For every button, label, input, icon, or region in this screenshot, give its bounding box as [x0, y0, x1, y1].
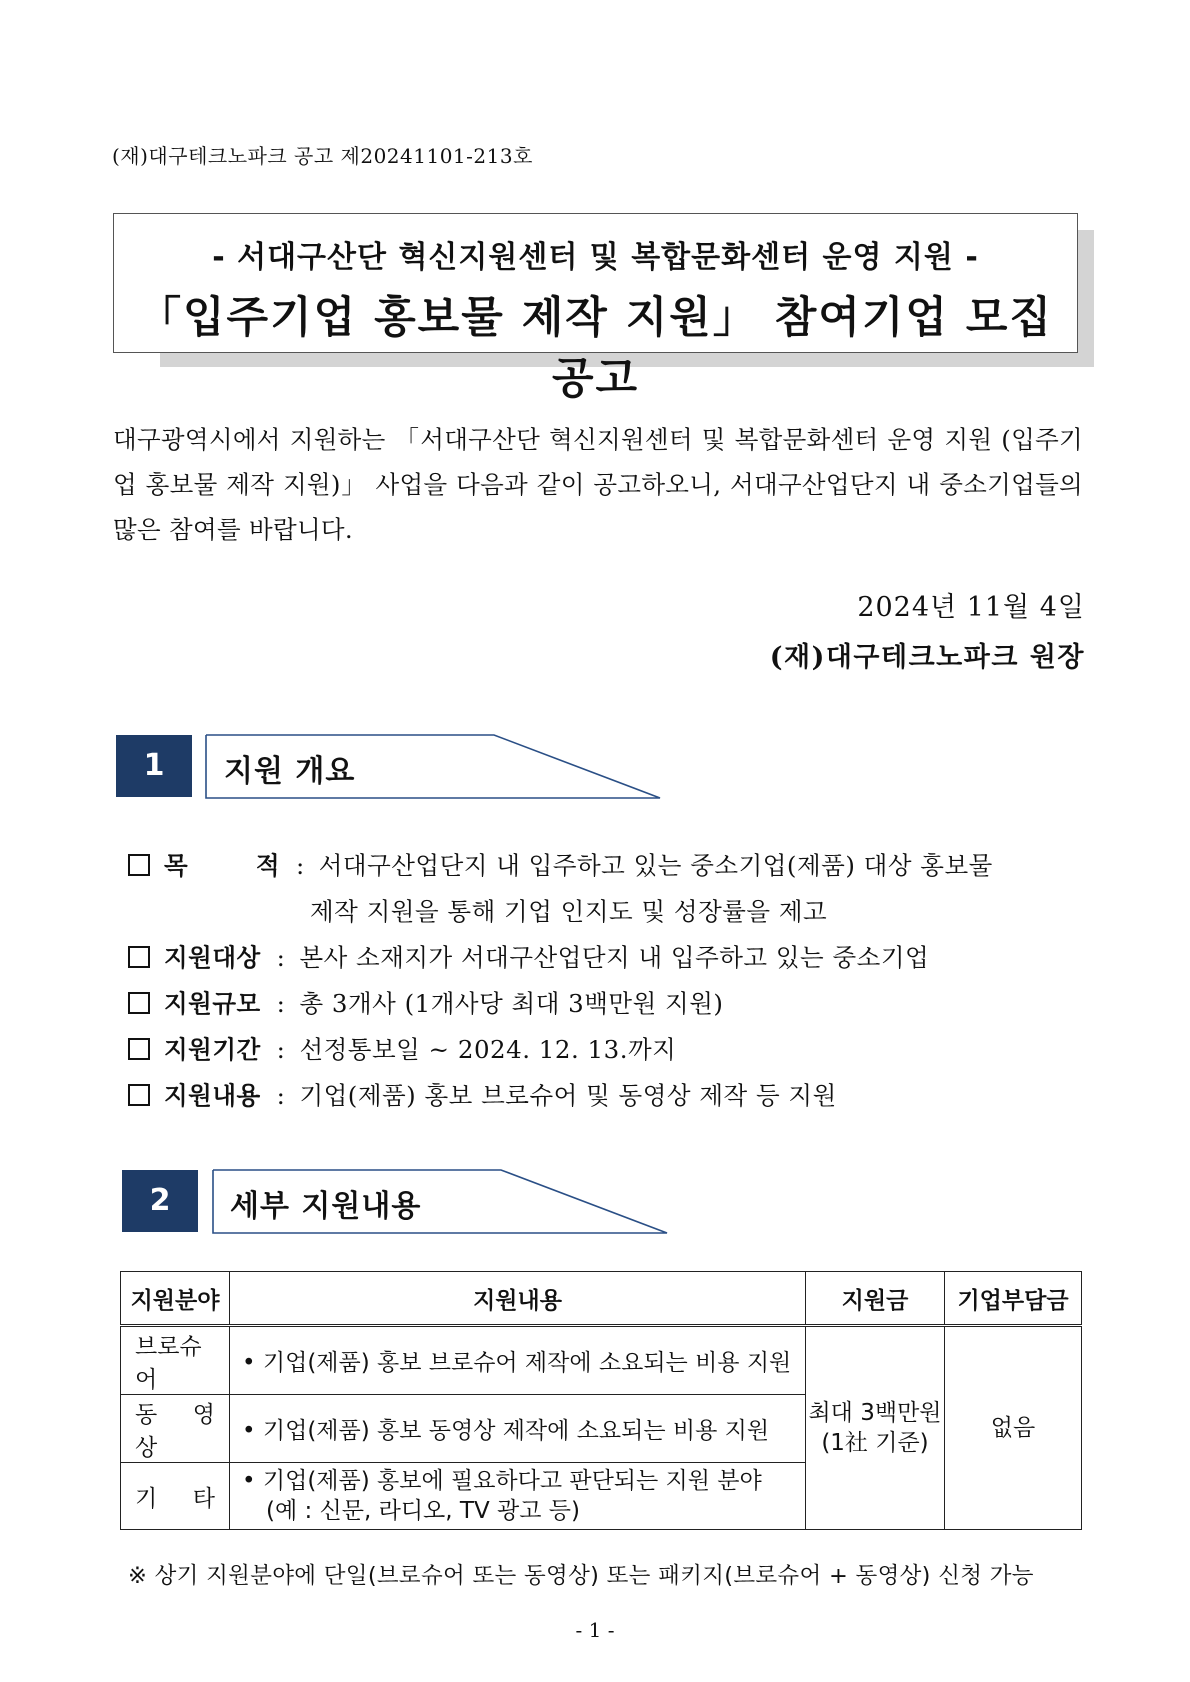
amount-cell	[806, 1326, 945, 1530]
title-box	[113, 213, 1078, 404]
page-number: - 1 -	[575, 1618, 615, 1642]
checkbox-icon	[128, 946, 150, 968]
title-main: 「입주기업 홍보물 제작 지원」 참여기업 모집 공고	[138, 293, 1053, 404]
row-content: • 기업(제품) 홍보 브로슈어 제작에 소요되는 비용 지원	[230, 1326, 806, 1395]
amount-line1: 최대 3백만원	[808, 1400, 942, 1426]
item-colon: :	[276, 943, 286, 972]
notice-date: 2024년 11월 4일	[857, 592, 1085, 623]
title-subtitle: - 서대구산단 혁신지원센터 및 복합문화센터 운영 지원 -	[212, 240, 979, 275]
row-category	[121, 1326, 230, 1395]
item-text: 기업(제품) 홍보 브로슈어 및 동영상 제작 등 지원	[299, 1081, 837, 1110]
row-category	[121, 1463, 230, 1530]
overview-item-scale	[128, 985, 723, 1020]
item-text: 서대구산업단지 내 입주하고 있는 중소기업(제품) 대상 홍보물	[318, 851, 993, 880]
item-text: 본사 소재지가 서대구산업단지 내 입주하고 있는 중소기업	[299, 943, 930, 972]
amount-line2: (1社 기준)	[821, 1430, 929, 1456]
item-text: 총 3개사 (1개사당 최대 3백만원 지원)	[299, 989, 724, 1018]
row-category-text: 동 영 상	[135, 1401, 215, 1461]
overview-item-purpose	[128, 847, 993, 882]
section-number-badge: 1	[116, 735, 192, 797]
burden-cell: 없음	[945, 1326, 1082, 1530]
item-colon: :	[276, 1035, 286, 1064]
header-content: 지원내용	[230, 1272, 806, 1326]
table-header-row	[121, 1272, 1082, 1326]
purpose-label-last: 적	[255, 851, 280, 880]
section-number-badge: 2	[122, 1170, 198, 1232]
row-category-text: 기 타	[135, 1485, 215, 1512]
section-title: 지원 개요	[224, 754, 356, 789]
item-label: 지원대상	[164, 943, 261, 972]
overview-item-target	[128, 939, 929, 974]
item-label: 지원기간	[164, 1035, 261, 1064]
row-content-sub: (예 : 신문, 라디오, TV 광고 등)	[266, 1498, 580, 1524]
row-content-main: • 기업(제품) 홍보에 필요하다고 판단되는 지원 분야	[242, 1468, 762, 1494]
header-category: 지원분야	[121, 1272, 230, 1326]
overview-item-period	[128, 1031, 676, 1066]
purpose-label-first: 목	[164, 851, 189, 880]
checkbox-icon	[128, 1038, 150, 1060]
notice-number: (재)대구테크노파크 공고 제20241101-213호	[112, 144, 533, 168]
overview-item-content	[128, 1077, 837, 1112]
header-burden: 기업부담금	[945, 1272, 1082, 1326]
section-title: 세부 지원내용	[230, 1189, 422, 1224]
row-category-text: 브로슈어	[135, 1333, 202, 1393]
overview-item-purpose-line2: 제작 지원을 통해 기업 인지도 및 성장률을 제고	[310, 897, 828, 926]
signer: (재)대구테크노파크 원장	[769, 642, 1085, 673]
support-details-table	[120, 1271, 1082, 1530]
item-text: 선정통보일 ~ 2024. 12. 13.까지	[299, 1035, 677, 1064]
header-amount: 지원금	[806, 1272, 945, 1326]
row-content	[230, 1463, 806, 1530]
item-label: 지원내용	[164, 1081, 261, 1110]
checkbox-icon	[128, 1084, 150, 1106]
item-colon: :	[276, 989, 286, 1018]
row-category	[121, 1395, 230, 1463]
table-row	[121, 1326, 1082, 1395]
intro-paragraph: 대구광역시에서 지원하는 「서대구산단 혁신지원센터 및 복합문화센터 운영 지원 (입주기업 홍보물 제작 지원)」 사업을 다음과 같이 공고하오니, 서대구산업단지 내 중소기업들의 많은 참여를 바랍니다.	[113, 425, 1083, 544]
checkbox-icon	[128, 992, 150, 1014]
item-colon: :	[276, 1081, 286, 1110]
checkbox-icon	[128, 854, 150, 876]
table-footnote: ※ 상기 지원분야에 단일(브로슈어 또는 동영상) 또는 패키지(브로슈어 + 동영상) 신청 가능	[128, 1563, 1034, 1589]
item-colon: :	[296, 851, 305, 880]
row-content: • 기업(제품) 홍보 동영상 제작에 소요되는 비용 지원	[230, 1395, 806, 1463]
item-label: 지원규모	[164, 989, 261, 1018]
